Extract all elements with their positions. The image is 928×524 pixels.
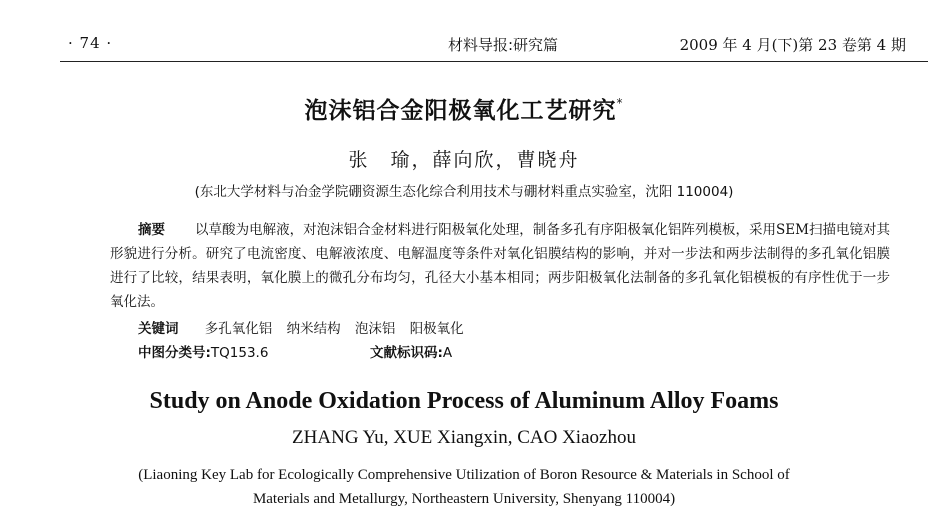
affiliation-english: [0, 463, 928, 511]
affiliation-english-line-1: (Liaoning Key Lab for Ecologically Comprehensive Utilization of Boron Resource & Materials in School of: [138, 467, 790, 483]
title-english: Study on Anode Oxidation Process of Aluminum Alloy Foams: [149, 388, 779, 414]
abstract-chinese: [110, 218, 890, 314]
affiliation-english-line-2: Materials and Metallurgy, Northeastern University, Shenyang 110004): [252, 491, 676, 507]
document-code-value: A: [442, 345, 453, 361]
keyword-item: 阳极氧化: [409, 321, 464, 337]
affiliation-chinese: (东北大学材料与冶金学院硼资源生态化综合利用技术与硼材料重点实验室，沈阳 110004): [194, 184, 734, 200]
keywords-label: 关键词: [138, 321, 179, 337]
keyword-item: 纳米结构: [286, 321, 341, 337]
header-rule: [60, 61, 928, 62]
journal-name: 材料导报:研究篇: [448, 36, 559, 54]
document-code: [370, 341, 452, 361]
authors-chinese: 张 瑜，薛向欣，曹晓舟: [348, 149, 580, 171]
keyword-item: 多孔氧化铝: [204, 321, 273, 337]
title-chinese-text: 泡沫铝合金阳极氧化工艺研究: [304, 98, 617, 124]
page-number: · 74 ·: [68, 34, 113, 52]
authors-english: ZHANG Yu, XUE Xiangxin, CAO Xiaozhou: [292, 427, 636, 448]
running-header: [60, 30, 928, 60]
classification-number: [138, 341, 268, 361]
title-footnote-mark: *: [616, 96, 624, 111]
keyword-item: 泡沫铝: [354, 321, 396, 337]
issue-info: 2009 年 4 月(下)第 23 卷第 4 期: [679, 36, 906, 54]
document-code-label: 文献标识码:: [370, 345, 443, 361]
keywords: [138, 317, 474, 337]
abstract-label: 摘要: [138, 222, 166, 238]
abstract-text: 以草酸为电解液，对泡沫铝合金材料进行阳极氧化处理，制备多孔有序阳极氧化铝阵列模板，采用SEM扫描电镜对其形貌进行分析。研究了电流密度、电解液浓度、电解温度等条件对氧化铝膜结构的影响，并对一步法和两步法制得的多孔氧化铝膜进行了比较，结果表明，氧化膜上的微孔分布均匀，孔径大小基本相同；两步阳极氧化法制备的多孔氧化铝模板的有序性优于一步氧化法。: [110, 222, 890, 310]
title-chinese: [0, 92, 928, 125]
classification-value: TQ153.6: [210, 345, 269, 361]
classification-label: 中图分类号:: [138, 345, 211, 361]
